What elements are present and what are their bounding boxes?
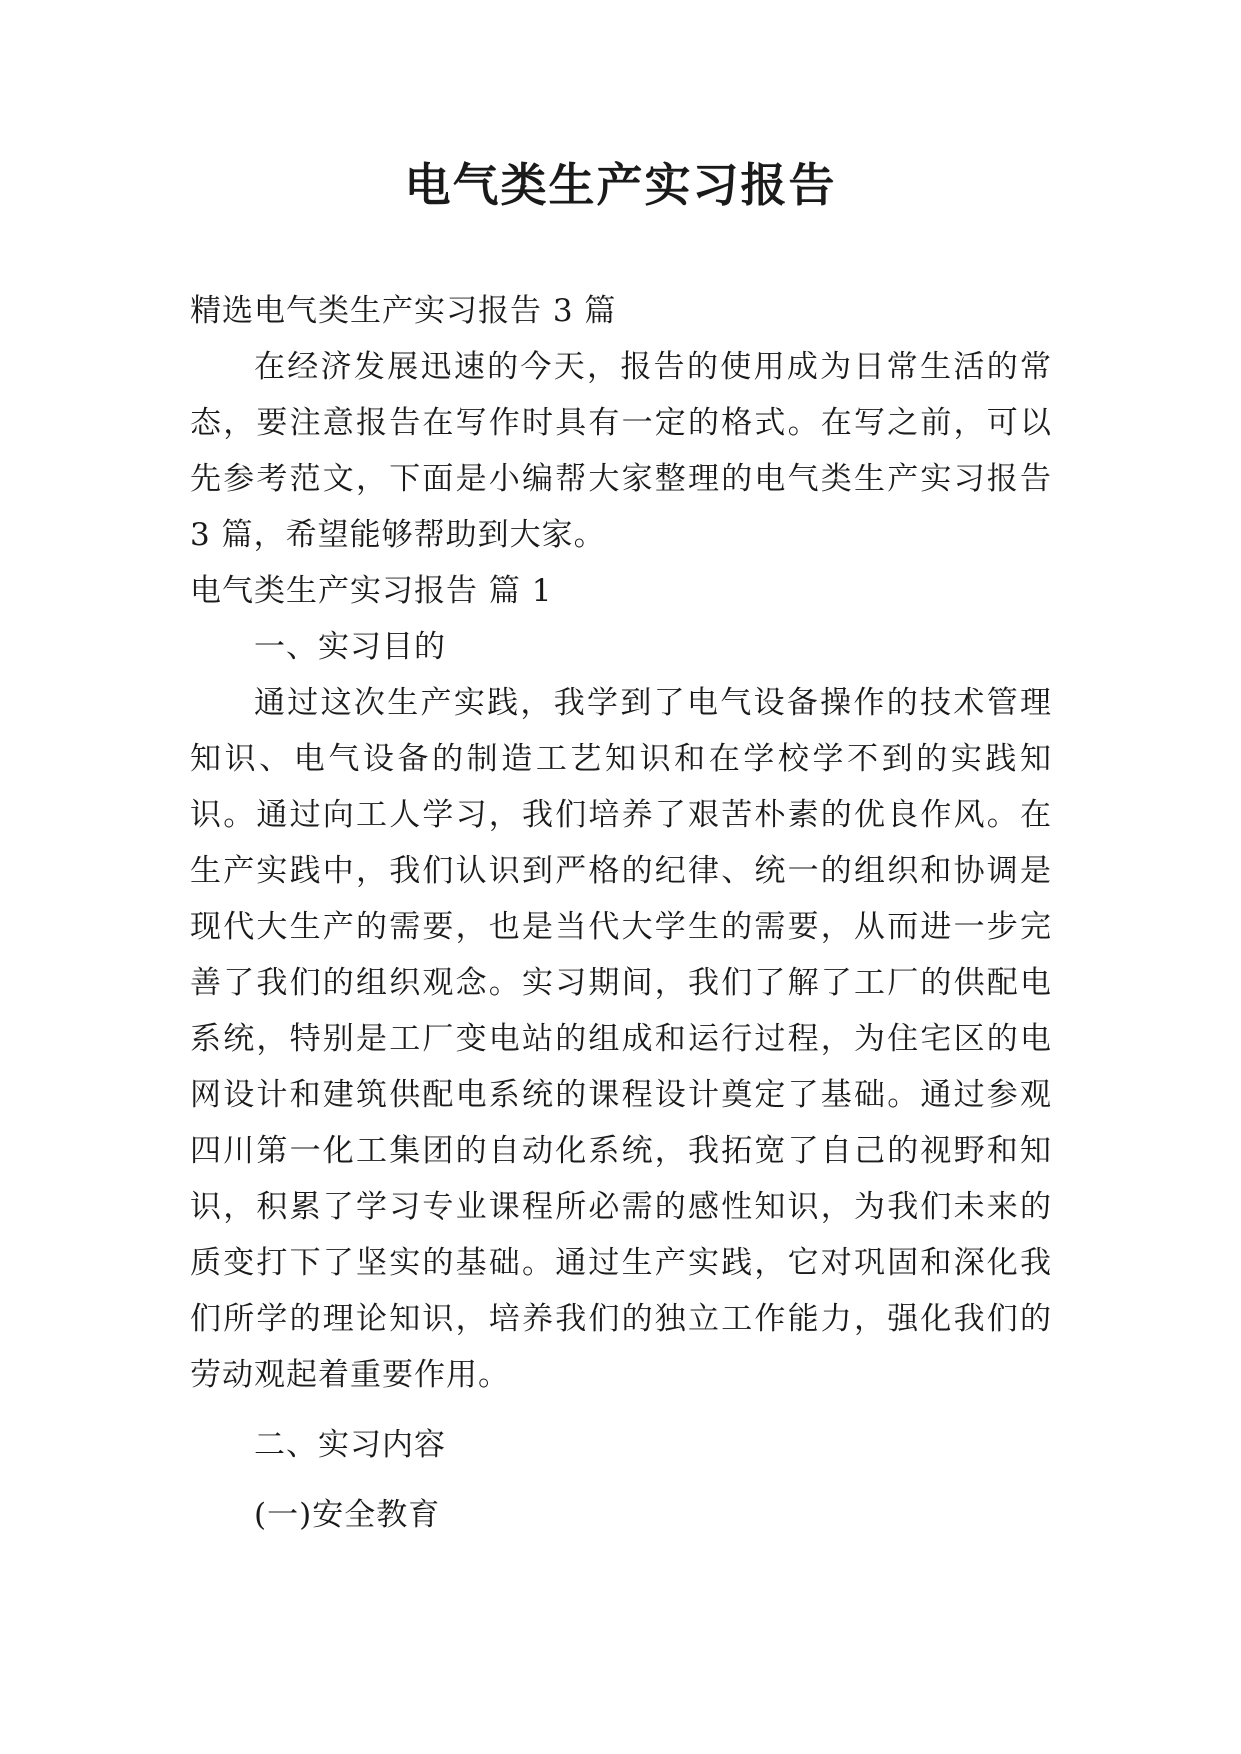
- subsection-heading-safety: (一)安全教育: [254, 1497, 441, 1533]
- document-title: 电气类生产实习报告: [404, 158, 837, 212]
- document-body: [190, 283, 1052, 1543]
- section-heading-purpose: 一、实习目的: [254, 629, 446, 665]
- section-heading-content: 二、实习内容: [254, 1427, 446, 1463]
- intro-paragraph: 在经济发展迅速的今天，报告的使用成为日常生活的常态，要注意报告在写作时具有一定的格式。在写之前，可以先参考范文，下面是小编帮大家整理的电气类生产实习报告 3 篇，希望能够帮助到大家。: [190, 349, 1052, 553]
- purpose-paragraph: 通过这次生产实践，我学到了电气设备操作的技术管理知识、电气设备的制造工艺知识和在学校学不到的实践知识。通过向工人学习，我们培养了艰苦朴素的优良作风。在生产实践中，我们认识到严格的纪律、统一的组织和协调是现代大生产的需要，也是当代大学生的需要，从而进一步完善了我们的组织观念。实习期间，我们了解了工厂的供配电系统，特别是工厂变电站的组成和运行过程，为住宅区的电网设计和建筑供配电系统的课程设计奠定了基础。通过参观四川第一化工集团的自动化系统，我拓宽了自己的视野和知识，积累了学习专业课程所必需的感性知识，为我们未来的质变打下了坚实的基础。通过生产实践，它对巩固和深化我们所学的理论知识，培养我们的独立工作能力，强化我们的劳动观起着重要作用。: [190, 685, 1052, 1393]
- article-heading: 电气类生产实习报告 篇 1: [190, 573, 553, 609]
- document-subtitle: 精选电气类生产实习报告 3 篇: [190, 293, 617, 329]
